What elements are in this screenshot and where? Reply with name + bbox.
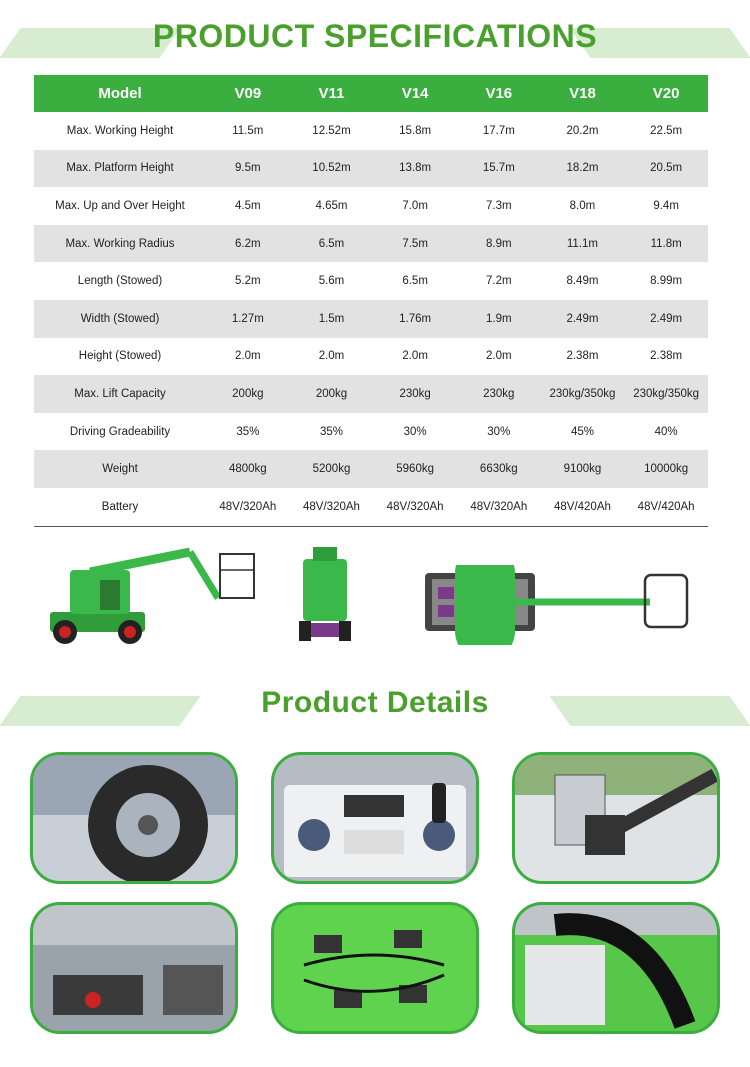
table-cell: 1.27m xyxy=(206,300,290,338)
table-cell: 35% xyxy=(319,425,343,438)
table-cell: 8.0m xyxy=(569,199,596,212)
table-cell: 230kg/350kg xyxy=(541,375,625,413)
spec-title: PRODUCT SPECIFICATIONS xyxy=(152,18,598,54)
table-cell: 7.2m xyxy=(486,275,512,288)
details-title: Product Details xyxy=(261,686,489,719)
table-cell: 40% xyxy=(654,425,678,438)
table-cell: 230kg/350kg xyxy=(624,375,708,413)
table-cell: 8.49m xyxy=(566,275,599,288)
table-cell: 6.5m xyxy=(290,225,374,263)
table-row xyxy=(34,338,708,376)
row-label: Driving Gradeability xyxy=(69,425,171,438)
table-cell: 7.3m xyxy=(486,199,512,212)
top-view-diagram xyxy=(420,565,700,645)
tire-photo xyxy=(30,752,238,884)
details-banner xyxy=(0,680,750,740)
table-cell: 12.52m xyxy=(312,124,351,137)
table-cell: 230kg xyxy=(373,375,457,413)
table-cell: 22.5m xyxy=(650,124,683,137)
header-v18: V18 xyxy=(541,75,625,112)
table-cell: 1.76m xyxy=(373,300,457,338)
table-cell: 4.5m xyxy=(235,199,261,212)
table-cell: 4.65m xyxy=(315,199,348,212)
row-label: Max. Up and Over Height xyxy=(55,199,185,212)
table-cell: 48V/320Ah xyxy=(290,488,374,526)
spec-header-row xyxy=(34,75,708,112)
table-cell: 5.6m xyxy=(318,275,345,288)
table-cell: 35% xyxy=(236,425,260,438)
table-cell: 10.52m xyxy=(290,150,374,188)
row-label: Length (Stowed) xyxy=(77,275,163,288)
table-cell: 13.8m xyxy=(373,150,457,188)
table-cell: 48V/420Ah xyxy=(541,488,625,526)
row-label: Max. Lift Capacity xyxy=(34,375,206,413)
header-model: Model xyxy=(34,75,206,112)
table-row xyxy=(34,262,708,300)
table-row xyxy=(34,225,708,263)
battery-compartment-photo xyxy=(30,902,238,1034)
table-cell: 4800kg xyxy=(206,450,290,488)
table-cell: 9.5m xyxy=(206,150,290,188)
table-cell: 200kg xyxy=(206,375,290,413)
table-row xyxy=(34,450,708,488)
table-cell: 48V/420Ah xyxy=(624,488,708,526)
front-view-diagram xyxy=(295,545,355,645)
table-cell: 2.49m xyxy=(541,300,625,338)
table-cell: 1.9m xyxy=(457,300,541,338)
table-cell: 2.49m xyxy=(624,300,708,338)
table-cell: 7.0m xyxy=(402,199,428,212)
table-cell: 2.38m xyxy=(650,350,683,363)
table-cell: 2.0m xyxy=(402,350,428,363)
table-cell: 6.2m xyxy=(206,225,290,263)
table-cell: 17.7m xyxy=(482,124,515,137)
spec-banner xyxy=(0,10,750,70)
table-cell: 5200kg xyxy=(290,450,374,488)
side-view-diagram xyxy=(40,540,280,650)
table-cell: 2.38m xyxy=(566,350,599,363)
machine-diagrams xyxy=(40,540,720,650)
platform-joint-photo xyxy=(512,752,720,884)
table-row xyxy=(34,375,708,413)
table-cell: 200kg xyxy=(290,375,374,413)
table-cell: 45% xyxy=(570,425,594,438)
table-cell: 5960kg xyxy=(373,450,457,488)
table-row xyxy=(34,488,708,526)
table-cell: 2.0m xyxy=(235,350,261,363)
wiring-connectors-photo xyxy=(271,902,479,1034)
table-row xyxy=(34,413,708,451)
table-cell: 10000kg xyxy=(624,450,708,488)
control-panel-photo xyxy=(271,752,479,884)
header-v11: V11 xyxy=(290,75,374,112)
header-v14: V14 xyxy=(373,75,457,112)
table-cell: 9.4m xyxy=(653,199,679,212)
table-cell: 8.99m xyxy=(650,275,683,288)
table-cell: 30% xyxy=(487,425,511,438)
table-row xyxy=(34,112,708,150)
header-v09: V09 xyxy=(206,75,290,112)
table-cell: 2.0m xyxy=(486,350,512,363)
table-cell: 15.7m xyxy=(457,150,541,188)
table-cell: 11.8m xyxy=(624,225,708,263)
table-cell: 18.2m xyxy=(541,150,625,188)
row-label: Max. Working Height xyxy=(66,124,174,137)
table-cell: 2.0m xyxy=(318,350,345,363)
table-cell: 20.5m xyxy=(624,150,708,188)
spec-table xyxy=(34,75,708,527)
table-row xyxy=(34,300,708,338)
row-label: Width (Stowed) xyxy=(34,300,206,338)
table-row xyxy=(34,150,708,188)
header-v20: V20 xyxy=(624,75,708,112)
table-row xyxy=(34,187,708,225)
table-cell: 48V/320Ah xyxy=(206,488,290,526)
table-cell: 1.5m xyxy=(290,300,374,338)
table-cell: 15.8m xyxy=(399,124,432,137)
table-cell: 48V/320Ah xyxy=(373,488,457,526)
row-label: Max. Platform Height xyxy=(34,150,206,188)
table-cell: 230kg xyxy=(457,375,541,413)
row-label: Weight xyxy=(34,450,206,488)
row-label: Height (Stowed) xyxy=(78,350,162,363)
header-v16: V16 xyxy=(457,75,541,112)
table-cell: 8.9m xyxy=(457,225,541,263)
row-label: Battery xyxy=(34,488,206,526)
table-cell: 9100kg xyxy=(541,450,625,488)
table-cell: 6630kg xyxy=(457,450,541,488)
row-label: Max. Working Radius xyxy=(34,225,206,263)
table-cell: 7.5m xyxy=(373,225,457,263)
cable-chain-photo xyxy=(512,902,720,1034)
table-cell: 20.2m xyxy=(566,124,599,137)
table-cell: 11.5m xyxy=(232,124,264,137)
table-cell: 11.1m xyxy=(541,225,625,263)
table-cell: 5.2m xyxy=(235,275,261,288)
table-cell: 48V/320Ah xyxy=(457,488,541,526)
table-cell: 6.5m xyxy=(402,275,428,288)
table-cell: 30% xyxy=(403,425,427,438)
